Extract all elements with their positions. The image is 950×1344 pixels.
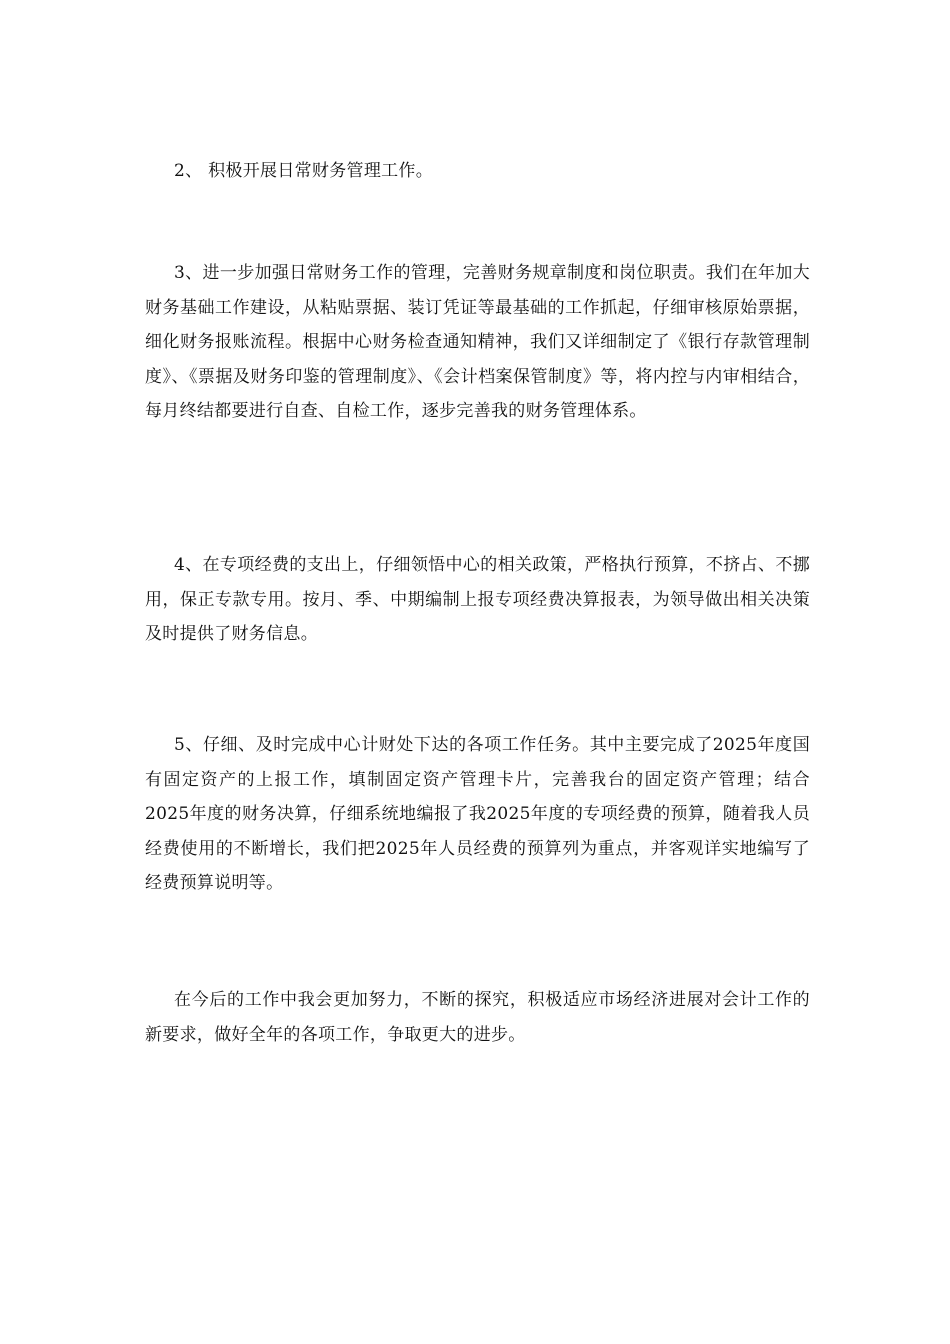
paragraph-item-2: 2、 积极开展日常财务管理工作。 bbox=[174, 161, 434, 181]
paragraph-item-4: 4、在专项经费的支出上，仔细领悟中心的相关政策，严格执行预算，不挤占、不挪用，保正专款专用。按月、季、中期编制上报专项经费决算报表，为领导做出相关决策及时提供了财务信息。 bbox=[145, 555, 810, 644]
paragraph-item-3: 3、进一步加强日常财务工作的管理，完善财务规章制度和岗位职责。我们在年加大财务基础工作建设，从粘贴票据、装订凭证等最基础的工作抓起，仔细审核原始票据，细化财务报账流程。根据中心财务检查通知精神，我们又详细制定了《银行存款管理制度》、《票据及财务印鉴的管理制度》、《会计档案保管制度》等，将内控与内审相结合，每月终结都要进行自查、自检工作，逐步完善我的财务管理体系。 bbox=[145, 263, 810, 421]
closing-paragraph: 在今后的工作中我会更加努力，不断的探究，积极适应市场经济进展对会计工作的新要求，做好全年的各项工作，争取更大的进步。 bbox=[145, 990, 810, 1045]
paragraph-item-5: 5、仔细、及时完成中心计财处下达的各项工作任务。其中主要完成了2025年度国有固定资产的上报工作，填制固定资产管理卡片，完善我台的固定资产管理；结合2025年度的财务决算，仔细系统地编报了我2025年度的专项经费的预算，随着我人员经费使用的不断增长，我们把2025年人员经费的预算列为重点，并客观详实地编写了经费预算说明等。 bbox=[145, 735, 810, 893]
